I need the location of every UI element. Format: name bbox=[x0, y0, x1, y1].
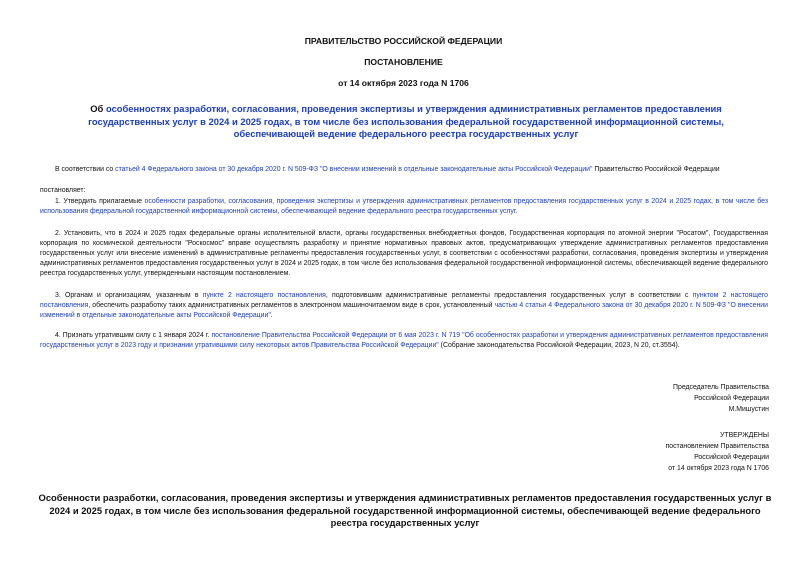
p4-decree-link[interactable]: постановление Правительства Российской Федерации от 6 мая 2023 г. N 719 "Об особенностях разработки и утверждения административных регламентов предоставления государственных услуг в 2023 году и признании утратившими силу некоторых актов Правительства Российской Федерации" bbox=[40, 332, 768, 349]
doc-title bbox=[58, 103, 754, 141]
paragraph-3 bbox=[40, 291, 768, 321]
p3-point2-link-2[interactable]: пунктом 2 настоящего постановления bbox=[40, 292, 768, 309]
doc-date-number: от 14 октября 2023 года N 1706 bbox=[338, 78, 469, 88]
approved-line-4: от 14 октября 2023 года N 1706 bbox=[668, 465, 769, 472]
approved-line-2: постановлением Правительства bbox=[665, 443, 769, 450]
paragraph-1 bbox=[40, 197, 768, 217]
p1-features-link[interactable]: особенности разработки, согласования, проведения экспертизы и утверждения административных регламентов предоставления государственных услуг в 2024 и 2025 годах, в том числе без использования федеральной государственной информационной системы, обеспечивающей ведение федерального реестра государственных услуг bbox=[40, 198, 768, 215]
signature-line-1: Председатель Правительства bbox=[673, 384, 769, 391]
approved-line-3: Российской Федерации bbox=[694, 454, 769, 461]
paragraph-4 bbox=[40, 331, 768, 351]
title-prefix: Об bbox=[90, 103, 106, 114]
p3-text-1: 3. Органам и организациям, указанным в bbox=[55, 292, 203, 299]
signature-line-2: Российской Федерации bbox=[694, 395, 769, 402]
approved-block bbox=[560, 430, 769, 474]
p3-text-4: . bbox=[270, 312, 273, 319]
signature-line-3: М.Мишустин bbox=[728, 406, 769, 413]
government-header: ПРАВИТЕЛЬСТВО РОССИЙСКОЙ ФЕДЕРАЦИИ bbox=[304, 36, 503, 46]
p3-text-3: , обеспечить разработку таких административных регламентов в электронном машиночитаемом виде в срок, установленный bbox=[88, 302, 495, 309]
appendix-title: Особенности разработки, согласования, проведения экспертизы и утверждения административных регламентов предоставления государственных услуг в 2024 и 2025 годах, в том числе без использования федеральной государственной информационной системы, обеспечивающей ведение федерального реестра государственных услуг bbox=[38, 492, 772, 528]
approved-line-1: УТВЕРЖДЕНЫ bbox=[720, 432, 769, 439]
p4-text-2: (Собрание законодательства Российской Федерации, 2023, N 20, ст.3554). bbox=[438, 342, 680, 349]
p4-text-1: 4. Признать утратившим силу с 1 января 2024 г. bbox=[55, 332, 212, 339]
preamble-text-2: Правительство Российской Федерации bbox=[592, 166, 720, 173]
p3-point2-link[interactable]: пункте 2 настоящего постановления bbox=[202, 292, 326, 299]
preamble bbox=[40, 165, 768, 175]
paragraph-2: 2. Установить, что в 2024 и 2025 годах федеральные органы исполнительной власти, органы государственных внебюджетных фондов, Государственная корпорация по атомной энергии "Росатом", Государственная корпорация по космической деятельности "Роскосмос" вправе осуществлять разработку и принятие нормативных правовых актов, предусматривающих утверждение административных регламентов предоставления государственных услуг или внесение изменений в административные регламенты предоставления государственных услуг, в соответствии с особенностями разработки, согласования, проведения экспертизы и утверждения административных регламентов предоставления государственных услуг в 2024 и 2025 годах, в том числе без использования федеральной государственной информационной системы, обеспечивающей ведение федерального реестра государственных услуг, утвержденными настоящим постановлением. bbox=[40, 230, 768, 277]
p3-law-link[interactable]: частью 4 статьи 4 Федерального закона от 30 декабря 2020 г. N 509-ФЗ "О внесении изменений в отдельные законодательные акты Российской Федерации" bbox=[40, 302, 768, 319]
p1-text-2: . bbox=[515, 208, 518, 215]
decrees-word: постановляет: bbox=[40, 187, 86, 194]
doc-type: ПОСТАНОВЛЕНИЕ bbox=[364, 57, 443, 67]
title-link[interactable]: особенностях разработки, согласования, проведения экспертизы и утверждения административных регламентов предоставления государственных услуг в 2024 и 2025 годах, в том числе без использования федеральной государственной информационной системы, обеспечивающей ведение федерального реестра государственных услуг bbox=[88, 103, 724, 139]
p1-text-1: 1. Утвердить прилагаемые bbox=[55, 198, 145, 205]
preamble-law-link[interactable]: статьей 4 Федерального закона от 30 декабря 2020 г. N 509-ФЗ "О внесении изменений в отдельные законодательные акты Российской Федерации" bbox=[115, 166, 593, 173]
preamble-text-1: В соответствии со bbox=[55, 166, 116, 173]
p3-text-2: , подготовившим административные регламенты предоставления государственных услуг в соответствии с bbox=[325, 292, 693, 299]
signature-block bbox=[560, 382, 769, 415]
